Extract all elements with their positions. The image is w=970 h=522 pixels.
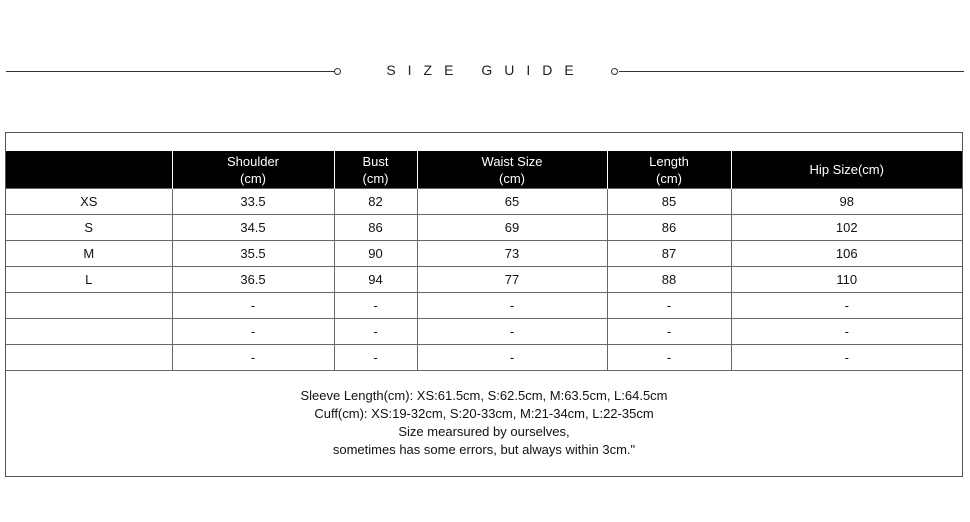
header-row [6, 151, 962, 189]
page-title: SIZE GUIDE [386, 62, 586, 78]
table-cell-length: - [607, 293, 731, 319]
table-cell-hip: 102 [731, 215, 962, 241]
table-cell-shoulder: - [172, 293, 334, 319]
table-cell-size [6, 345, 172, 371]
size-table-header [6, 151, 962, 189]
table-cell-length: - [607, 319, 731, 345]
table-cell-length: 85 [607, 189, 731, 215]
table-cell-bust: - [334, 319, 417, 345]
title-divider-dot-right [611, 68, 618, 75]
column-header-unit: (cm) [656, 170, 682, 186]
table-cell-size: XS [6, 189, 172, 215]
table-row [6, 267, 962, 293]
column-header-waist [417, 151, 607, 189]
column-header-size [6, 151, 172, 189]
table-cell-size: L [6, 267, 172, 293]
table-cell-size: M [6, 241, 172, 267]
column-header-label: Shoulder [226, 153, 280, 169]
table-cell-waist: - [417, 293, 607, 319]
table-cell-shoulder: 33.5 [172, 189, 334, 215]
table-cell-length: - [607, 345, 731, 371]
table-cell-shoulder: - [172, 345, 334, 371]
table-row [6, 293, 962, 319]
table-cell-bust: - [334, 345, 417, 371]
table-cell-size: S [6, 215, 172, 241]
table-cell-size [6, 293, 172, 319]
size-chart-box [5, 132, 963, 477]
column-header-label: Hip Size(cm) [809, 162, 884, 177]
table-cell-waist: 69 [417, 215, 607, 241]
table-row [6, 345, 962, 371]
table-cell-bust: 90 [334, 241, 417, 267]
column-header-shoulder [172, 151, 334, 189]
title-divider-dot-left [334, 68, 341, 75]
table-row [6, 189, 962, 215]
table-cell-length: 86 [607, 215, 731, 241]
column-header-unit: (cm) [362, 170, 389, 186]
table-cell-waist: - [417, 345, 607, 371]
table-cell-size [6, 319, 172, 345]
column-header-unit: (cm) [240, 170, 266, 186]
table-cell-shoulder: 36.5 [172, 267, 334, 293]
table-cell-hip: - [731, 293, 962, 319]
table-cell-waist: 65 [417, 189, 607, 215]
table-cell-hip: - [731, 319, 962, 345]
size-table-body [6, 189, 962, 371]
note-line: Sleeve Length(cm): XS:61.5cm, S:62.5cm, M:63.5cm, L:64.5cm [300, 388, 668, 403]
table-cell-length: 88 [607, 267, 731, 293]
table-cell-shoulder: 34.5 [172, 215, 334, 241]
table-row [6, 319, 962, 345]
table-row [6, 241, 962, 267]
table-cell-hip: 110 [731, 267, 962, 293]
table-cell-waist: 73 [417, 241, 607, 267]
column-header-length [607, 151, 731, 189]
column-header-label: Waist Size [481, 153, 543, 169]
table-cell-bust: 94 [334, 267, 417, 293]
column-header-unit: (cm) [499, 170, 525, 186]
table-row [6, 215, 962, 241]
title-divider-right [619, 71, 964, 72]
size-table [6, 151, 962, 371]
table-cell-shoulder: 35.5 [172, 241, 334, 267]
column-header-bust [334, 151, 417, 189]
table-cell-shoulder: - [172, 319, 334, 345]
title-divider-left [6, 71, 336, 72]
table-cell-bust: 86 [334, 215, 417, 241]
note-line: sometimes has some errors, but always within 3cm." [332, 442, 636, 457]
column-header-hip [731, 151, 962, 189]
note-line: Cuff(cm): XS:19-32cm, S:20-33cm, M:21-34cm, L:22-35cm [314, 406, 654, 421]
table-cell-waist: - [417, 319, 607, 345]
table-cell-bust: - [334, 293, 417, 319]
column-header-label: Bust [362, 153, 389, 169]
table-cell-length: 87 [607, 241, 731, 267]
table-cell-hip: 98 [731, 189, 962, 215]
table-cell-hip: 106 [731, 241, 962, 267]
table-cell-hip: - [731, 345, 962, 371]
size-notes [6, 387, 962, 459]
table-cell-bust: 82 [334, 189, 417, 215]
size-guide-header [0, 60, 970, 84]
note-line: Size mearsured by ourselves, [398, 424, 570, 439]
column-header-label: Length [649, 153, 689, 169]
table-cell-waist: 77 [417, 267, 607, 293]
